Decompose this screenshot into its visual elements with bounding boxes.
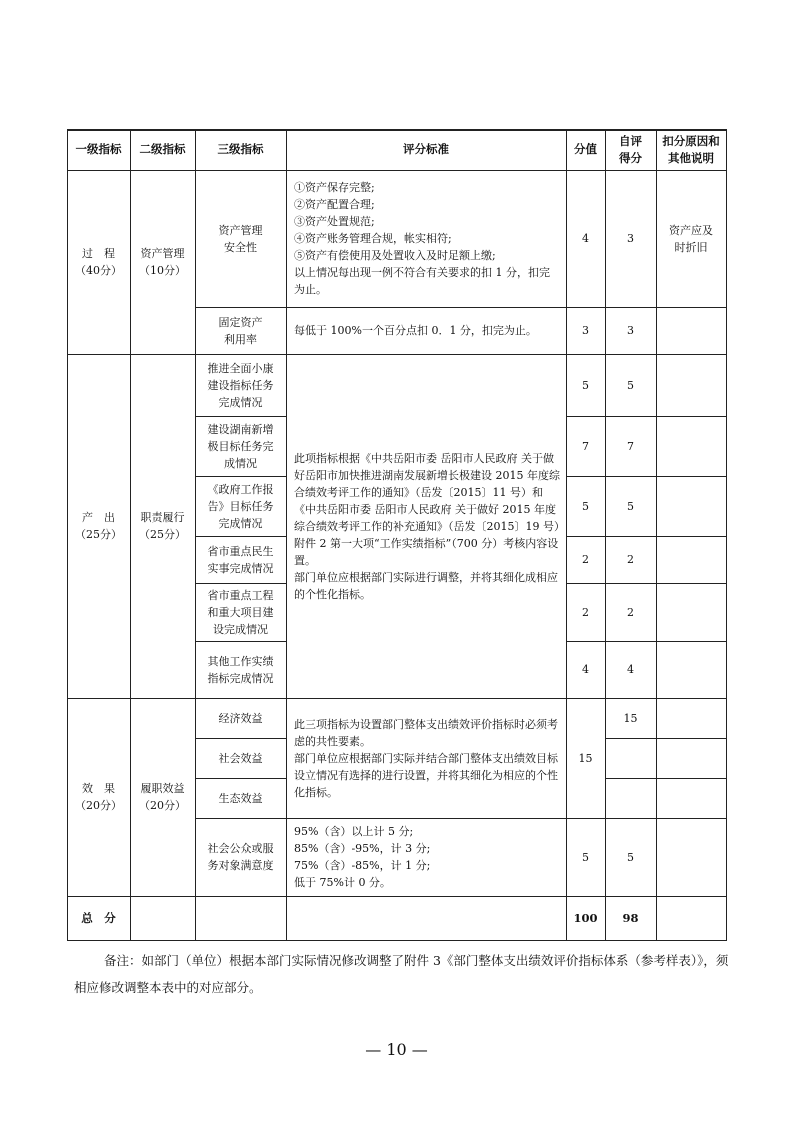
criteria-text (286, 307, 566, 354)
score-value-text: 7 (582, 439, 589, 453)
level3-item-text: 建设湖南新增 极目标任务完 成情况 (207, 422, 274, 470)
self-score-value-shared-text: 15 (623, 711, 638, 725)
level3-item (195, 778, 286, 818)
level3-item (195, 476, 286, 536)
level3-item (195, 818, 286, 896)
level2-duty-benefit (130, 698, 195, 896)
score-value (566, 818, 605, 896)
header-col2 (130, 129, 195, 170)
score-value (566, 170, 605, 307)
criteria-text-shared-text: 此项指标根据《中共岳阳市委 岳阳市人民政府 关于做好岳阳市加快推进湖南发展新增长极建设 2015 年度综合绩效考评工作的通知》（岳发〔2015〕11 号）和《中共岳阳市委 岳阳市人民政府 关于做好 2015 年度综合绩效考评工作的补充通知》（岳发〔2015〕19 号）附件 2 第一大项“工作实绩指标”（700 分）考核内容设置。 部门单位应根据部门实际进行调整，并将其细化成相应的个性化指标。 (294, 451, 560, 601)
remark-text (656, 536, 726, 583)
score-value-text: 3 (582, 324, 589, 337)
level3-item (195, 170, 286, 307)
page-number: — 10 — (365, 1040, 428, 1059)
level3-item-text: 社会公众或服 务对象满意度 (207, 842, 274, 872)
level1-output (67, 354, 130, 698)
header-col4-text: 评分标准 (403, 142, 449, 156)
level1-effect (67, 698, 130, 896)
header-col3-text: 三级指标 (217, 142, 264, 156)
level2-asset-management (130, 170, 195, 354)
footnote: 备注：如部门（单位）根据本部门实际情况修改调整了附件 3《部门整体支出绩效评价指标体系（参考样表）》，须相应修改调整本表中的对应部分。 (74, 953, 729, 995)
total-self-score (605, 896, 656, 940)
level2-asset-management-text: 资产管理 （10分） (139, 247, 186, 277)
header-col7-text: 扣分原因和 其他说明 (662, 133, 720, 165)
criteria-text (286, 170, 566, 307)
level3-item-text: 经济效益 (218, 711, 263, 725)
level3-item (195, 307, 286, 354)
level3-item-text: 其他工作实绩 指标完成情况 (207, 654, 274, 685)
score-value (566, 416, 605, 476)
header-col6 (605, 129, 656, 170)
self-score-value-text: 7 (627, 439, 634, 453)
total-score (566, 896, 605, 940)
self-score-value (605, 818, 656, 896)
remark-text (656, 641, 726, 698)
header-col7 (656, 129, 726, 170)
self-score-value-text: 2 (627, 553, 634, 566)
score-value (566, 583, 605, 641)
level2-duty-benefit-text: 履职效益 （20分） (139, 782, 186, 812)
remark-text (656, 476, 726, 536)
total-label (67, 896, 130, 940)
header-col2-text: 二级指标 (139, 142, 186, 156)
level2-duty-performance (130, 354, 195, 698)
remark-text (656, 307, 726, 354)
score-value-text: 4 (582, 232, 589, 245)
self-score-value (605, 170, 656, 307)
self-score-value-shared (605, 698, 656, 738)
self-score-value (605, 307, 656, 354)
self-score-value (605, 536, 656, 583)
level3-item-text: 生态效益 (218, 791, 263, 805)
total-self-score-text: 98 (622, 910, 639, 925)
self-score-value (605, 476, 656, 536)
level1-output-text: 产 出 （25分） (75, 511, 122, 541)
criteria-text-text: 每低于 100%一个百分点扣 0．1 分，扣完为止。 (294, 324, 537, 337)
remark-text (656, 698, 726, 738)
remark-text (656, 818, 726, 896)
score-value-text: 5 (582, 378, 589, 392)
remark-text (656, 583, 726, 641)
score-value-text: 2 (582, 605, 589, 619)
criteria-text (286, 818, 566, 896)
header-col6-text: 自评 得分 (619, 133, 642, 165)
remark-text (656, 738, 726, 778)
remark-text-text: 资产应及 时折旧 (669, 223, 713, 254)
score-value (566, 307, 605, 354)
score-value (566, 536, 605, 583)
level3-item (195, 641, 286, 698)
criteria-text-text: 95%（含）以上计 5 分; 85%（含）-95%，计 3 分; 75%（含）-85%，计 1 分; 低于 75%计 0 分。 (294, 825, 431, 889)
self-score-value-text: 5 (627, 378, 634, 392)
score-value-text: 5 (582, 499, 589, 513)
self-score-value (605, 416, 656, 476)
score-value-text: 2 (582, 553, 589, 566)
level3-item-text: 社会效益 (218, 751, 263, 765)
score-value-shared (566, 698, 605, 818)
remark-text (656, 416, 726, 476)
level3-item (195, 354, 286, 416)
self-score-value-text: 5 (627, 850, 634, 864)
criteria-text-shared (286, 354, 566, 698)
level3-item (195, 698, 286, 738)
header-col1-text: 一级指标 (75, 142, 122, 156)
level3-item-text: 资产管理 安全性 (218, 223, 263, 254)
level2-duty-performance-text: 职责履行 （25分） (139, 511, 186, 541)
score-value-text: 4 (582, 663, 589, 676)
header-col4 (286, 129, 566, 170)
level1-process-text: 过 程 （40分） (75, 247, 122, 277)
header-col5-text: 分值 (574, 142, 597, 156)
criteria-text-shared-text: 此三项指标为设置部门整体支出绩效评价指标时必须考虑的共性要素。 部门单位应根据部门实际并结合部门整体支出绩效目标设立情况有选择的进行设置，并将其细化为相应的个性化指标。 (294, 717, 558, 799)
score-value-text: 5 (582, 850, 589, 864)
level3-item-text: 推进全面小康 建设指标任务 完成情况 (207, 361, 274, 409)
self-score-value (605, 641, 656, 698)
criteria-text-shared (286, 698, 566, 818)
remark-text (656, 778, 726, 818)
header-col1 (67, 129, 130, 170)
level3-item (195, 416, 286, 476)
score-value-shared-text: 15 (578, 751, 593, 765)
level3-item-text: 省市重点民生 实事完成情况 (207, 544, 274, 575)
level3-item (195, 738, 286, 778)
criteria-text-text: ①资产保存完整; ②资产配置合理; ③资产处置规范; ④资产账务管理合规，帐实相符; ⑤资产有偿使用及处置收入及时足额上缴; 以上情况每出现一例不符合有关要求的扣 1 分，扣完为止。 (294, 181, 550, 296)
self-score-value-text: 5 (627, 499, 634, 513)
score-value (566, 641, 605, 698)
total-score-text: 100 (573, 910, 598, 925)
total-label-text: 总 分 (81, 910, 116, 925)
remark-text (656, 170, 726, 307)
level1-process (67, 170, 130, 354)
table-border (67, 940, 727, 941)
level3-item-text: 固定资产 利用率 (218, 315, 263, 346)
score-value (566, 354, 605, 416)
self-score-value-text: 3 (627, 324, 634, 337)
level3-item-text: 省市重点工程 和重大项目建 设完成情况 (207, 588, 274, 636)
header-col3 (195, 129, 286, 170)
level1-effect-text: 效 果 （20分） (75, 782, 122, 812)
level3-item (195, 583, 286, 641)
header-col5 (566, 129, 605, 170)
level3-item-text: 《政府工作报 告》目标任务 完成情况 (207, 482, 274, 530)
self-score-value-text: 4 (627, 663, 634, 676)
score-value (566, 476, 605, 536)
remark-text (656, 354, 726, 416)
self-score-value-text: 3 (627, 232, 634, 245)
self-score-value (605, 354, 656, 416)
self-score-value (605, 583, 656, 641)
self-score-value-text: 2 (627, 605, 634, 619)
level3-item (195, 536, 286, 583)
